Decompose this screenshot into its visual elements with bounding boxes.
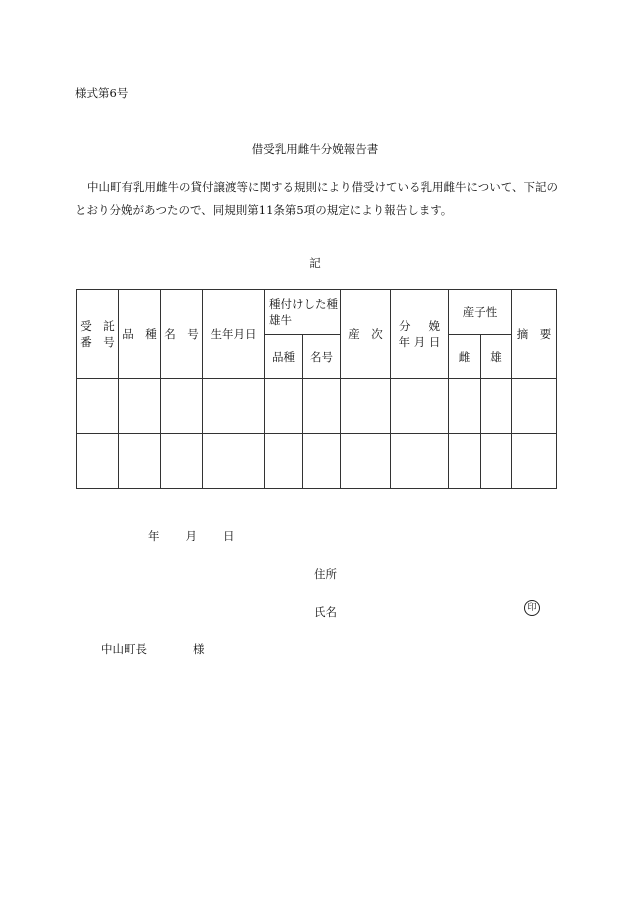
cell-birthdate[interactable]: [203, 434, 265, 489]
header-name: 名 号: [161, 290, 203, 379]
seal-icon: 印: [524, 600, 540, 616]
header-bred-bull-name: 名号: [303, 335, 341, 379]
cell-bred-bull-name[interactable]: [303, 434, 341, 489]
header-calving-date: 分 娩 年 月 日: [391, 290, 449, 379]
document-title: 借受乳用雌牛分娩報告書: [251, 142, 379, 156]
header-female: 雌: [449, 335, 481, 379]
cell-bred-bull-breed[interactable]: [265, 379, 303, 434]
cell-remarks[interactable]: [512, 434, 557, 489]
cell-breed[interactable]: [119, 379, 161, 434]
header-calf-sex: 産子性: [449, 290, 512, 335]
header-male: 雄: [481, 335, 512, 379]
ki-label: 記: [309, 256, 321, 270]
header-birthdate: 生年月日: [203, 290, 265, 379]
header-bred-bull: 種付けした種雄牛: [265, 290, 341, 335]
cell-consignment-no[interactable]: [77, 379, 119, 434]
cell-bred-bull-name[interactable]: [303, 379, 341, 434]
report-table: [76, 289, 557, 489]
address-label: 住所: [314, 567, 337, 581]
addressee: 中山町長 様: [101, 642, 205, 656]
cell-calving-date[interactable]: [391, 434, 449, 489]
cell-female[interactable]: [449, 379, 481, 434]
cell-bred-bull-breed[interactable]: [265, 434, 303, 489]
cell-breed[interactable]: [119, 434, 161, 489]
header-consignment-no: 受 託 番 号: [77, 290, 119, 379]
cell-name[interactable]: [161, 379, 203, 434]
cell-parity[interactable]: [341, 434, 391, 489]
cell-parity[interactable]: [341, 379, 391, 434]
cell-consignment-no[interactable]: [77, 434, 119, 489]
date-line: 年 月 日: [148, 529, 235, 543]
cell-male[interactable]: [481, 379, 512, 434]
header-remarks: 摘 要: [512, 290, 557, 379]
cell-calving-date[interactable]: [391, 379, 449, 434]
cell-name[interactable]: [161, 434, 203, 489]
body-text: 中山町有乳用雌牛の貸付譲渡等に関する規則により借受けている乳用雌牛について、下記のとおり分娩があつたので、同規則第11条第5項の規定により報告します。: [75, 180, 559, 217]
cell-birthdate[interactable]: [203, 379, 265, 434]
header-parity: 産 次: [341, 290, 391, 379]
cell-female[interactable]: [449, 434, 481, 489]
header-bred-bull-breed: 品種: [265, 335, 303, 379]
form-number: 様式第6号: [75, 86, 129, 100]
table-row: [77, 434, 557, 489]
cell-male[interactable]: [481, 434, 512, 489]
name-label: 氏名: [314, 605, 337, 619]
cell-remarks[interactable]: [512, 379, 557, 434]
table-row: [77, 379, 557, 434]
header-breed: 品 種: [119, 290, 161, 379]
